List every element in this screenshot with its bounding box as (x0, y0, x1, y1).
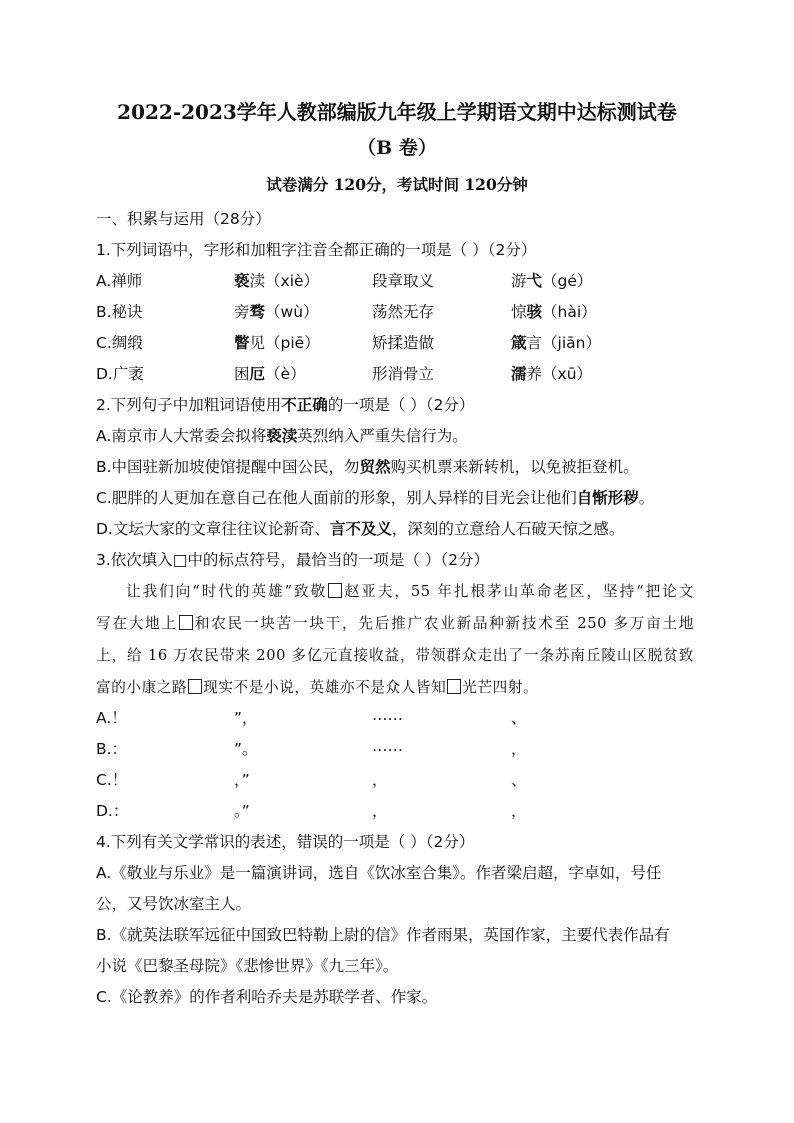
question-3-stem: 3.依次填入□中的标点符号，最恰当的一项是（ ）（2分） (96, 551, 489, 569)
q2-option-d: D.文坛大家的文章往往议论新奇、言不及义，深刻的立意给人石破天惊之感。 (96, 520, 625, 538)
q3-option-c-2: ，” (234, 771, 250, 789)
q1-option-d-word4: 濡养（xū） (511, 365, 593, 383)
exam-title: 2022-2023学年人教部编版九年级上学期语文期中达标测试卷 (117, 100, 677, 124)
q3-option-b-4: ， (511, 740, 527, 758)
q3-option-a-2: ”， (234, 709, 258, 727)
q3-passage-line-3: 上，给 16 万农民带来 200 多亿元直接收益，带领群众走出了一条苏南丘陵山区脱贫致 (96, 647, 694, 664)
q3-option-d-1: D.： (96, 802, 129, 820)
exam-info: 试卷满分 120分，考试时间 120分钟 (266, 175, 528, 194)
q3-option-a-3: …… (372, 706, 403, 724)
blank-box (328, 583, 342, 598)
question-2-stem: 2.下列句子中加粗词语使用不正确的一项是（ ）（2分） (96, 396, 475, 414)
q1-option-b-word1: B.秘诀 (96, 303, 143, 321)
q2-option-b: B.中国驻新加坡使馆提醒中国公民，勿贸然购买机票来新转机，以免被拒登机。 (96, 458, 639, 476)
q1-option-d-word1: D.广袤 (96, 365, 144, 383)
q3-option-a-4: 、 (511, 709, 527, 727)
q1-option-b-word3: 荡然无存 (372, 303, 435, 321)
blank-box (447, 679, 461, 694)
q3-passage-line-4: 富的小康之路 现实不是小说，英雄亦不是众人皆知 光芒四射。 (96, 679, 539, 696)
q2-option-c: C.肥胖的人更加在意自己在他人面前的形象，别人异样的目光会让他们自惭形秽。 (96, 489, 655, 507)
q1-option-a-word4: 游弋（gé） (511, 272, 593, 290)
q1-option-b-word4: 惊骇（hài） (511, 303, 597, 321)
q3-option-d-2: 。” (234, 802, 250, 820)
q3-option-a-1: A.！ (96, 709, 127, 727)
q3-passage-line-2: 写在大地上 和农民一块苦一块干，先后推广农业新品种新技术至 250 多万亩土地 (96, 615, 694, 632)
q1-option-a-word2: 亵渎（xiè） (234, 272, 320, 290)
q1-option-a-word1: A.禅师 (96, 272, 143, 290)
q1-option-a-word3: 段章取义 (372, 272, 435, 290)
q3-option-b-1: B.： (96, 740, 128, 758)
question-4-stem: 4.下列有关文学常识的表述，错误的一项是（ ）（2分） (96, 833, 475, 851)
q3-option-c-4: 、 (511, 771, 527, 789)
q1-option-c-word4: 箴言（jiān） (511, 334, 601, 352)
q1-option-c-word2: 瞥见（piē） (234, 334, 320, 352)
q4-option-a-line-2: 公，又号饮冰室主人。 (96, 895, 252, 913)
q4-option-b-line-2: 小说《巴黎圣母院》《悲惨世界》《九三年》。 (96, 957, 399, 975)
section-heading: 一、积累与运用（28分） (96, 210, 271, 228)
q1-option-d-word2: 困厄（è） (234, 365, 306, 383)
q3-option-c-3: ， (372, 771, 388, 789)
q2-option-a: A.南京市人大常委会拟将亵渎英烈纳入严重失信行为。 (96, 427, 468, 445)
q3-option-b-2: ”。 (234, 740, 258, 758)
blank-box (188, 679, 202, 694)
exam-subtitle: （B 卷） (357, 137, 437, 159)
q3-option-b-3: …… (372, 737, 403, 755)
q3-option-c-1: C.！ (96, 771, 128, 789)
q1-option-d-word3: 形消骨立 (372, 365, 435, 383)
q4-option-c-line-1: C.《论教养》的作者利哈乔夫是苏联学者、作家。 (96, 988, 438, 1006)
q1-option-c-word3: 矫揉造做 (372, 334, 435, 352)
blank-box (179, 615, 193, 630)
q4-option-b-line-1: B.《就英法联军远征中国致巴特勒上尉的信》作者雨果，英国作家，主要代表作品有 (96, 926, 670, 944)
q3-option-d-4: ， (511, 802, 527, 820)
q1-option-c-word1: C.绸缎 (96, 334, 143, 352)
q3-passage-line-1: 让我们向“时代的英雄”致敬 赵亚夫，55 年扎根茅山革命老区，坚持“把论文 (126, 583, 694, 600)
q1-option-b-word2: 旁骛（wù） (234, 303, 319, 321)
q4-option-a-line-1: A.《敬业与乐业》是一篇演讲词，选自《饮冰室合集》。作者梁启超，字卓如，号任 (96, 864, 662, 882)
question-1-stem: 1.下列词语中，字形和加粗字注音全都正确的一项是（ ）（2分） (96, 241, 537, 259)
q3-option-d-3: ， (372, 802, 388, 820)
